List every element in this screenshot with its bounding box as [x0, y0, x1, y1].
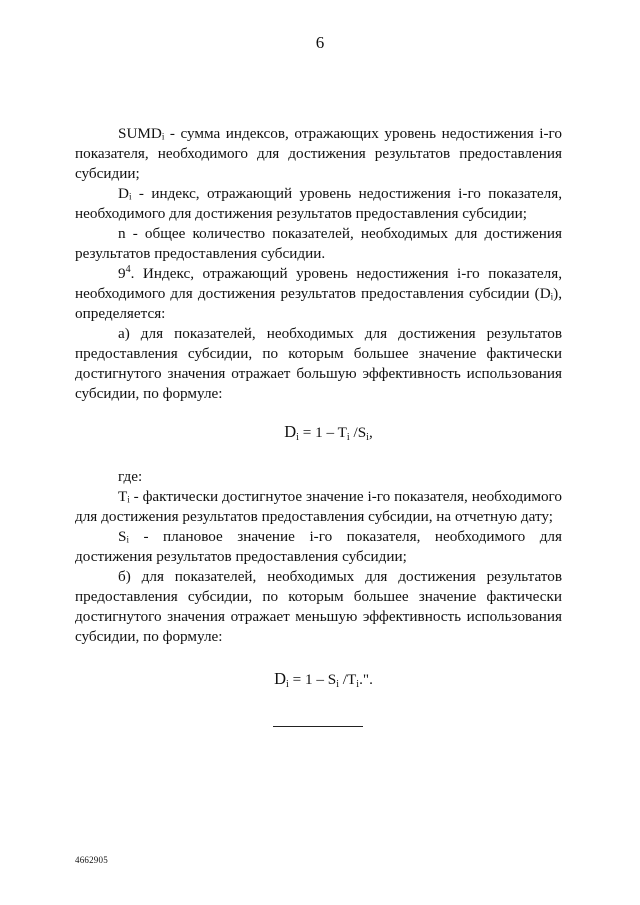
formula-2-s-sub: i: [336, 679, 339, 690]
paragraph-number: 9: [118, 265, 126, 282]
formula-2: [75, 669, 562, 690]
page-number: 6: [315, 33, 325, 52]
paragraph-sumd: SUMDᵢ - сумма индексов, отражающих уровень недостижения i-го показателя, необходимого для достижения результатов предоставления субсидии;: [75, 125, 562, 182]
formula-1-part-2: /S: [349, 424, 367, 441]
paragraph-n-definition: n - общее количество показателей, необходимых для достижения результатов предоставления субсидии.: [75, 225, 562, 262]
formula-2-part-1: = 1 – S: [288, 671, 337, 688]
formula-2-d: D: [274, 669, 287, 688]
formula-2-d-sub: i: [286, 679, 289, 690]
paragraph-ti-definition: Tᵢ - фактически достигнутое значение i-го показателя, необходимого для достижения результатов предоставления субсидии, на отчетную дату;: [75, 488, 562, 525]
paragraph-di-definition: Dᵢ - индекс, отражающий уровень недостижения i-го показателя, необходимого для достижения результатов предоставления субсидии;: [75, 185, 562, 222]
paragraph-9-4: [75, 264, 562, 324]
formula-1-end: ,: [368, 424, 373, 441]
document-id: 4662905: [75, 855, 108, 865]
formula-1-d-sub: i: [296, 432, 299, 443]
document-body: [75, 124, 562, 690]
formula-1: [75, 422, 562, 443]
formula-2-end: .".: [359, 671, 373, 688]
where-label: где:: [118, 468, 143, 485]
paragraph-si-definition: Sᵢ - плановое значение i-го показателя, необходимого для достижения результатов предоставления субсидии;: [75, 528, 562, 565]
formula-2-t-sub: i: [356, 679, 360, 690]
divider-line: [273, 726, 363, 727]
paragraph-b: б) для показателей, необходимых для достижения результатов предоставления субсидии, по которым большее значение фактически достигнутого значения отражает меньшую эффективность использования субсидии, по формуле:: [75, 568, 562, 645]
formula-1-part-1: = 1 – T: [298, 424, 347, 441]
formula-1-s-sub: i: [366, 432, 369, 443]
paragraph-9-4-text: . Индекс, отражающий уровень недостижения i-го показателя, необходимого для достижения результатов предоставления субсидии (Dᵢ), определяется:: [75, 265, 562, 322]
paragraph-a: а) для показателей, необходимых для достижения результатов предоставления субсидии, по которым большее значение фактически достигнутого значения отражает большую эффективность использования субсидии, по формуле:: [75, 325, 562, 402]
paragraph-number-superscript: 4: [125, 264, 131, 275]
formula-1-t-sub: i: [346, 432, 350, 443]
formula-2-part-2: /T: [339, 671, 357, 688]
formula-1-d: D: [284, 422, 297, 441]
